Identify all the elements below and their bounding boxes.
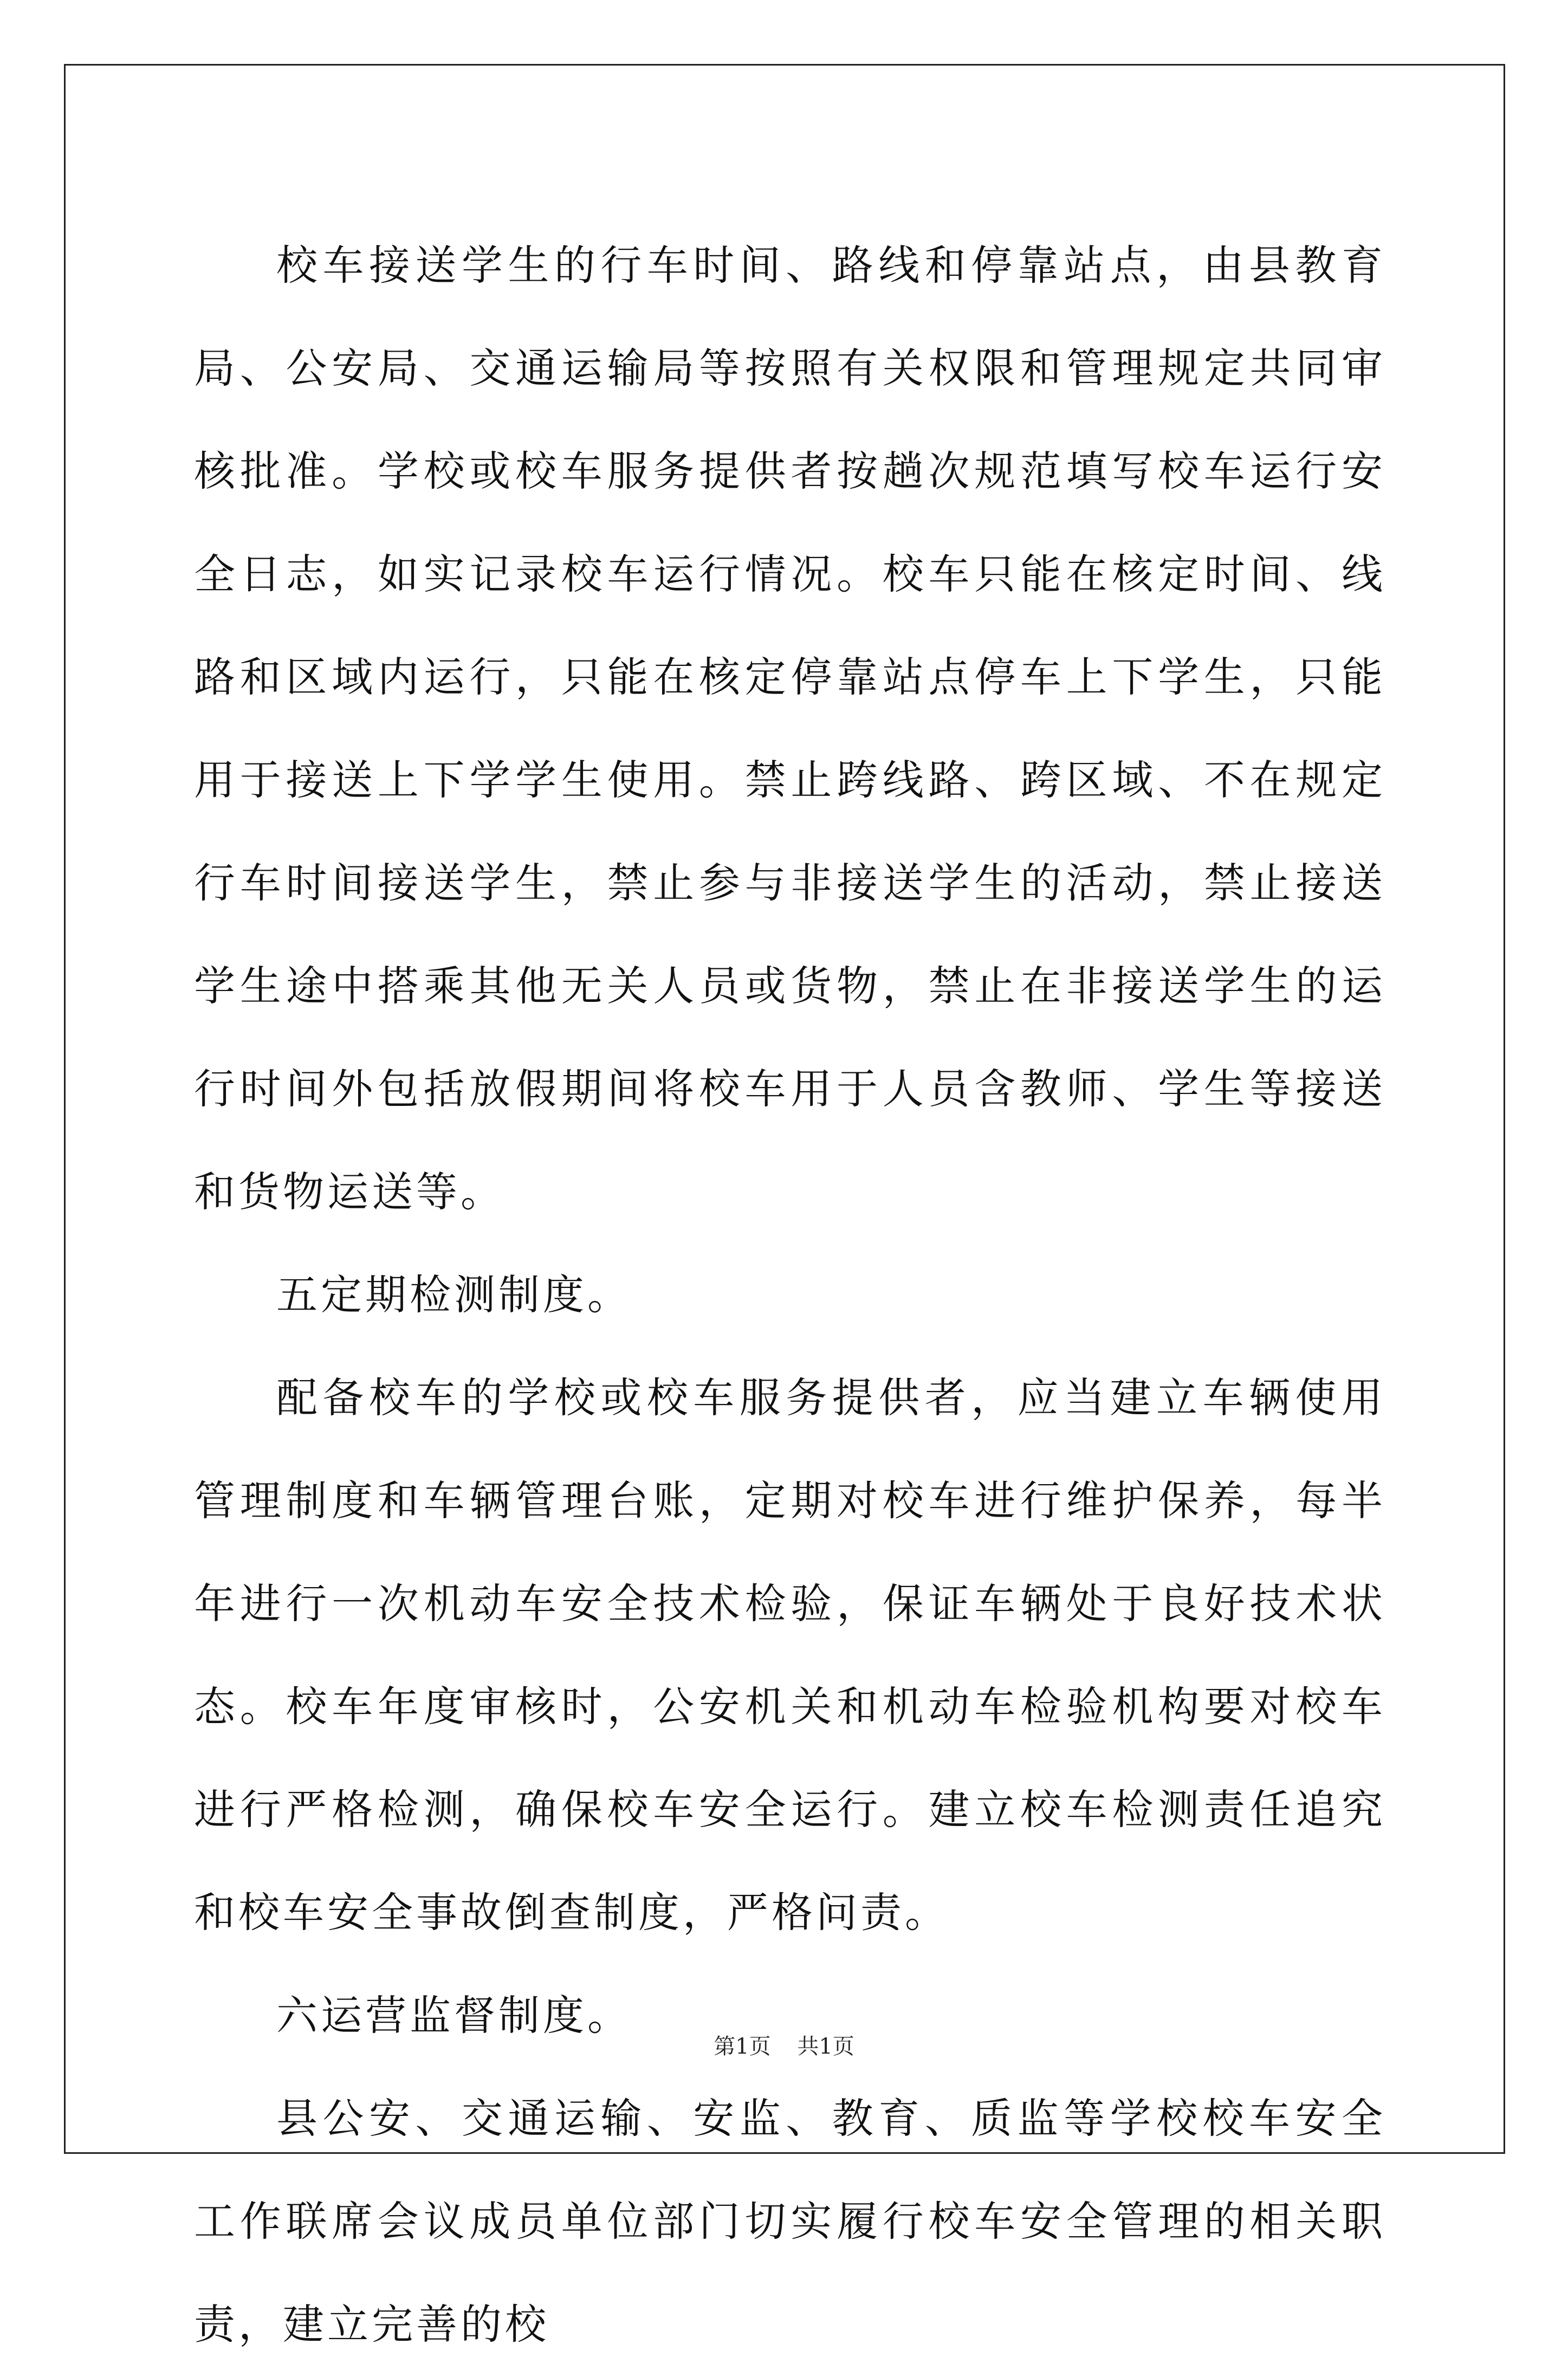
- page-total: 共1页: [797, 2034, 854, 2059]
- page-number: 第1页: [714, 2034, 771, 2059]
- paragraph-vehicle-operation: 校车接送学生的行车时间、路线和停靠站点，由县教育局、公安局、交通运输局等按照有关权限和管理规定共同审核批准。学校或校车服务提供者按趟次规范填写校车运行安全日志，如实记录校车运行情况。校车只能在核定时间、线路和区域内运行，只能在核定停靠站点停车上下学生，只能用于接送上下学学生使用。禁止跨线路、跨区域、不在规定行车时间接送学生，禁止参与非接送学生的活动，禁止接送学生途中搭乘其他无关人员或货物，禁止在非接送学生的运行时间外包括放假期间将校车用于人员含教师、学生等接送和货物运送等。: [194, 241, 1386, 1216]
- paragraph-inspection-rules: 配备校车的学校或校车服务提供者，应当建立车辆使用管理制度和车辆管理台账，定期对校车进行维护保养，每半年进行一次机动车安全技术检验，保证车辆处于良好技术状态。校车年度审核时，公安机关和机动车检验机构要对校车进行严格检测，确保校车安全运行。建立校车检测责任追究和校车安全事故倒查制度，严格问责。: [194, 1374, 1386, 1937]
- page-footer: [0, 2029, 1568, 2060]
- paragraph-supervision-rules: 县公安、交通运输、安监、教育、质监等学校校车安全工作联席会议成员单位部门切实履行校车安全管理的相关职责，建立完善的校: [194, 2094, 1386, 2348]
- heading-operation-supervision: 六运营监督制度。: [276, 1991, 632, 2040]
- heading-periodic-inspection: 五定期检测制度。: [276, 1271, 632, 1319]
